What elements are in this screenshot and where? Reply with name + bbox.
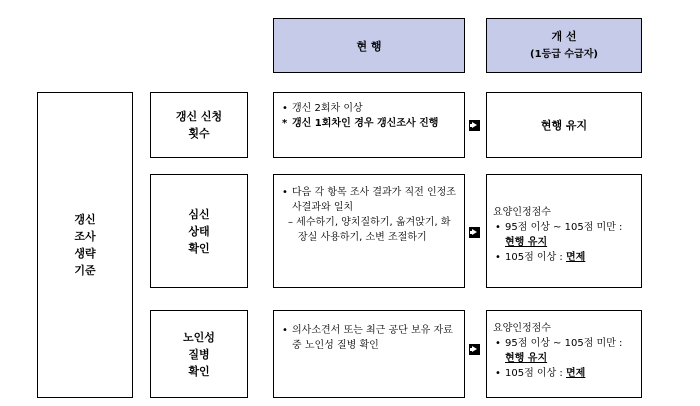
arrow-right-icon	[469, 120, 480, 131]
row-label-line: 노인성	[183, 330, 215, 344]
current-note: * 갱신 1회차인 경우 갱신조사 진행	[280, 116, 458, 131]
row-label-geriatric-disease	[150, 310, 248, 398]
row-label-line: 확인	[188, 241, 210, 255]
improve-item	[493, 220, 637, 250]
row-label-mental-state	[150, 174, 248, 288]
header-improve	[486, 18, 642, 73]
row-label-line: 횟수	[188, 127, 210, 140]
improve-title: 요양인정점수	[493, 207, 551, 218]
improve-item	[493, 366, 637, 381]
arrow-right-icon	[469, 227, 480, 238]
improve-item-text: 95점 이상 ~ 105점 미만 :	[505, 338, 623, 349]
improve-text: 현행 유지	[540, 118, 588, 132]
row-label-line: 질병	[188, 347, 210, 361]
row-improve-geriatric-disease	[486, 310, 642, 398]
improve-item-result: 현행 유지	[505, 353, 548, 364]
current-subitem: – 세수하기, 양치질하기, 옮겨앉기, 화장실 사용하기, 소변 조절하기	[288, 217, 451, 243]
category-line: 생략	[74, 247, 96, 260]
row-current-geriatric-disease	[273, 310, 465, 398]
row-improve-renewal-count	[486, 92, 642, 158]
improve-item-result: 면제	[565, 252, 586, 263]
row-current-renewal-count	[273, 92, 465, 158]
improve-item	[493, 336, 637, 366]
arrow-right-icon	[469, 344, 480, 355]
row-label-line: 확인	[188, 364, 210, 378]
header-improve-sub: (1등급 수급자)	[530, 48, 598, 60]
header-current	[273, 18, 465, 73]
current-item: • 다음 각 항목 조사 결과가 직전 인정조사결과와 일치	[280, 185, 458, 215]
improve-item-text: 105점 이상 :	[505, 252, 563, 263]
row-label-line: 심신	[188, 207, 210, 221]
row-label-renewal-count	[150, 92, 248, 158]
row-label-line: 상태	[188, 224, 210, 238]
category-cell	[37, 92, 133, 398]
improve-item	[493, 250, 637, 265]
category-line: 조사	[74, 230, 96, 243]
improve-item-text: 105점 이상 :	[505, 368, 563, 379]
header-improve-title: 개 선	[551, 29, 577, 43]
category-line: 갱신	[74, 213, 96, 226]
current-item: • 갱신 2회차 이상	[280, 101, 458, 116]
improve-item-result: 현행 유지	[505, 237, 548, 248]
category-line: 기준	[74, 264, 96, 277]
current-item: • 의사소견서 또는 최근 공단 보유 자료 중 노인성 질병 확인	[280, 323, 458, 353]
improve-item-result: 면제	[565, 368, 586, 379]
header-current-label: 현 행	[356, 39, 382, 53]
row-label-line: 갱신 신청	[175, 110, 223, 123]
row-current-mental-state	[273, 174, 465, 288]
improve-item-text: 95점 이상 ~ 105점 미만 :	[505, 222, 623, 233]
improve-title: 요양인정점수	[493, 323, 551, 334]
row-improve-mental-state	[486, 174, 642, 288]
